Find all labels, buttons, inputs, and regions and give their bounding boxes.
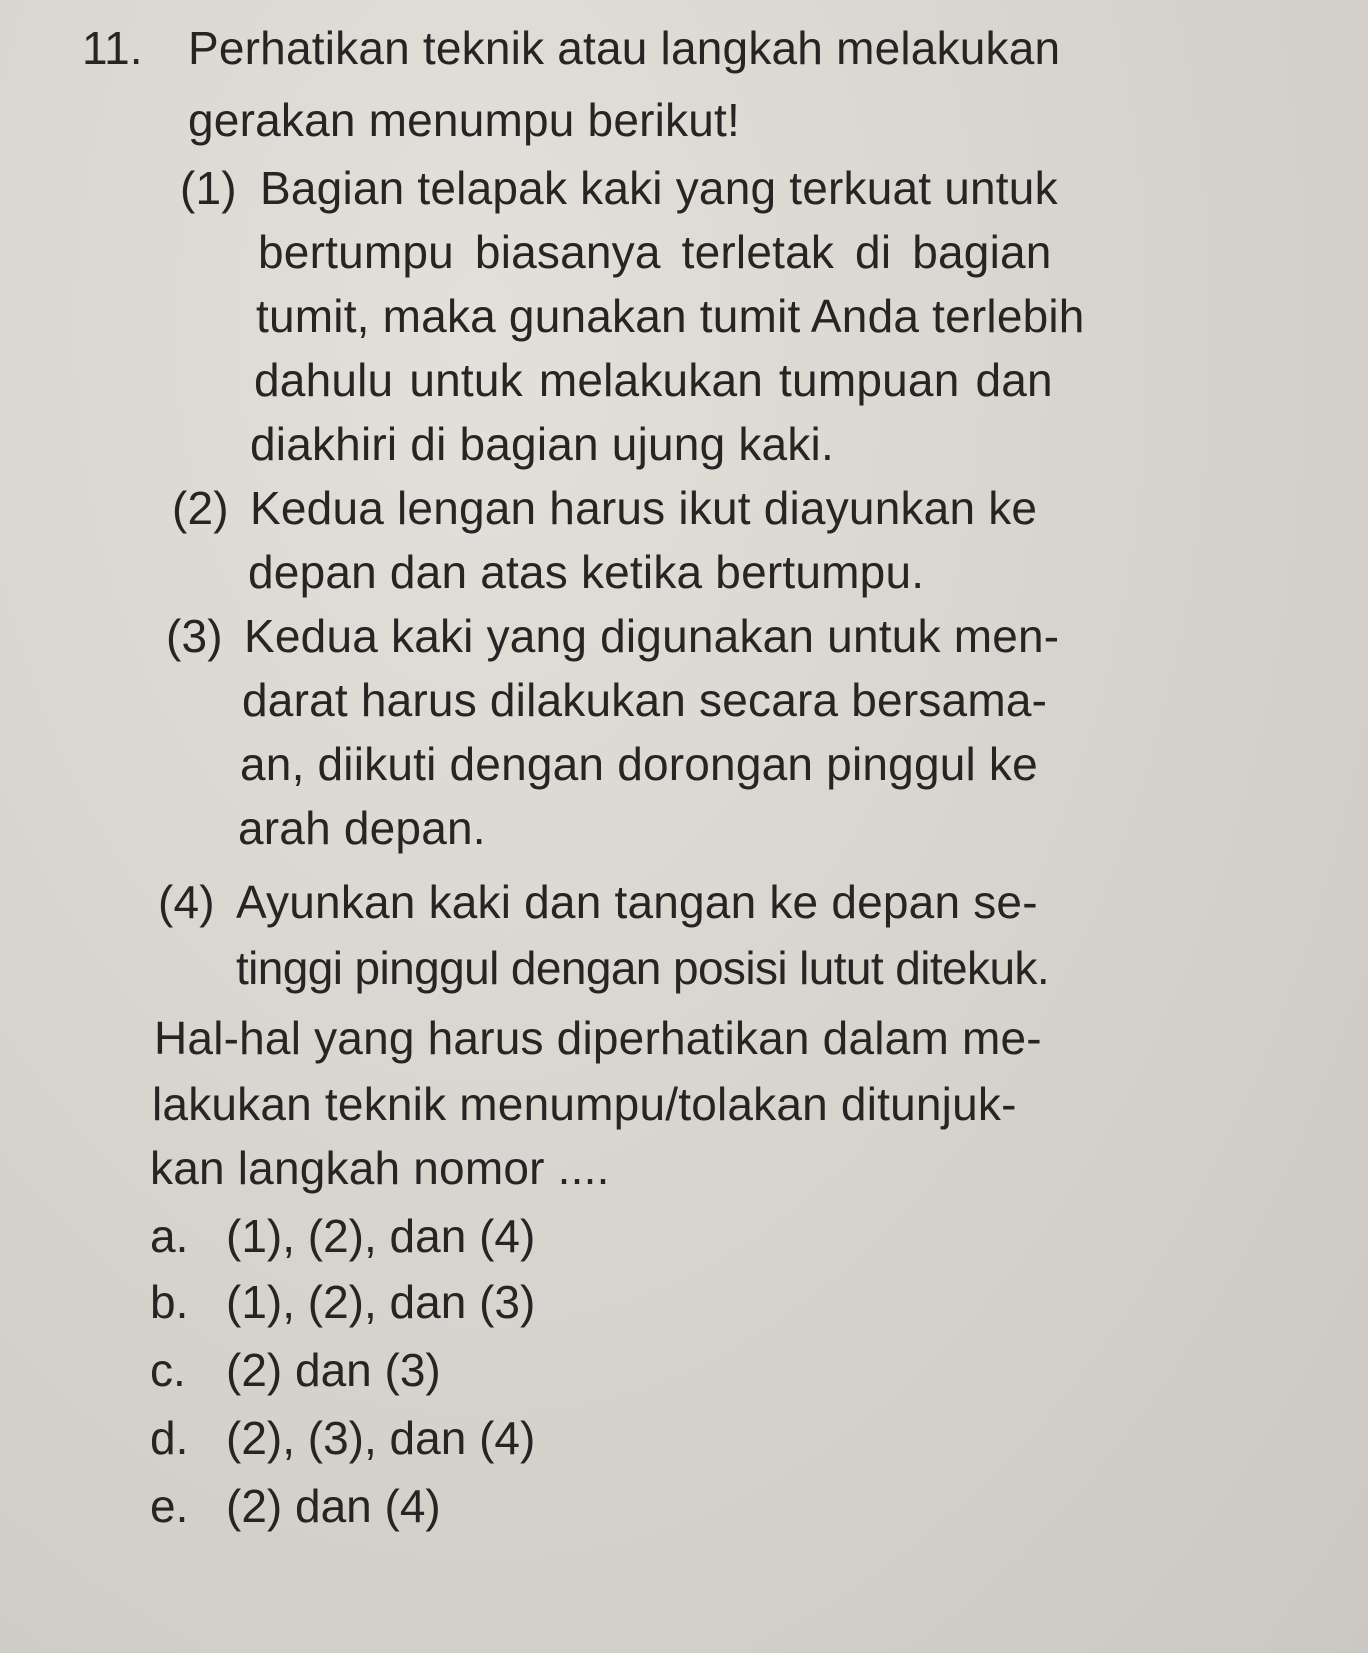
stem-line: Perhatikan teknik atau langkah melakukan [188,22,1061,74]
option-a[interactable]: (1), (2), dan (4) [226,1210,536,1262]
item-label: (2) [172,482,229,534]
item-line: Kedua lengan harus ikut diayunkan ke [250,482,1038,534]
option-letter-a: a. [150,1210,189,1262]
prompt-line: Hal-hal yang harus diperhatikan dalam me- [154,1012,1042,1064]
prompt-line: kan langkah nomor .... [150,1142,610,1194]
item-line: Ayunkan kaki dan tangan ke depan se- [236,876,1038,928]
stem-line: gerakan menumpu berikut! [188,94,740,146]
item-line: depan dan atas ketika bertumpu. [248,546,925,598]
option-letter-c: c. [150,1344,186,1396]
option-d[interactable]: (2), (3), dan (4) [226,1412,536,1464]
item-label: (4) [158,876,215,928]
item-line: tumit, maka gunakan tumit Anda terlebih [256,290,1085,342]
item-line: darat harus dilakukan secara bersama- [242,674,1048,726]
item-line: arah depan. [238,802,486,854]
option-letter-b: b. [150,1276,189,1328]
item-line: tinggi pinggul dengan posisi lutut ditekuk. [236,942,1050,994]
option-e[interactable]: (2) dan (4) [226,1480,441,1532]
option-b[interactable]: (1), (2), dan (3) [226,1276,536,1328]
item-line: dahulu untuk melakukan tumpuan dan [254,354,1053,406]
question-number: 11. [82,22,143,74]
item-label: (1) [180,162,237,214]
item-label: (3) [166,610,223,662]
prompt-line: lakukan teknik menumpu/tolakan ditunjuk- [152,1078,1017,1130]
option-letter-d: d. [150,1412,189,1464]
item-line: diakhiri di bagian ujung kaki. [250,418,834,470]
item-line: bertumpu biasanya terletak di bagian [258,226,1052,278]
item-line: Kedua kaki yang digunakan untuk men- [244,610,1060,662]
item-line: Bagian telapak kaki yang terkuat untuk [260,162,1058,214]
item-line: an, diikuti dengan dorongan pinggul ke [240,738,1038,790]
option-letter-e: e. [150,1480,189,1532]
option-c[interactable]: (2) dan (3) [226,1344,441,1396]
